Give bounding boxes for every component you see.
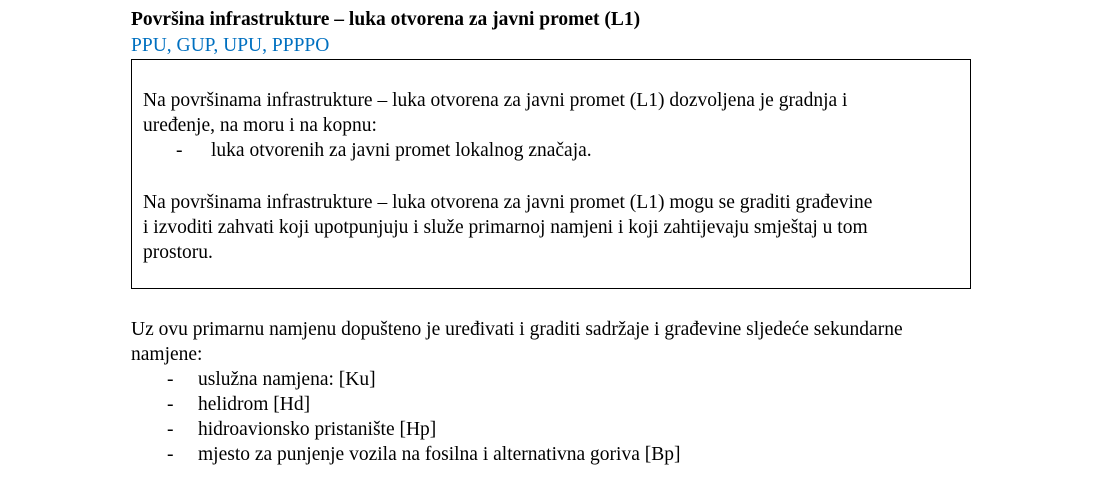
paragraph-line: i izvoditi zahvati koji upotpunjuju i služe primarnoj namjeni i koji zahtijevaju smještaj u tom — [143, 217, 868, 238]
section-title: Površina infrastrukture – luka otvorena za javni promet (L1) — [131, 9, 641, 30]
paragraph-line: Uz ovu primarnu namjenu dopušteno je uređivati i graditi sadržaje i građevine sljedeće sekundarne — [131, 319, 903, 340]
list-item: uslužna namjena: [Ku] — [198, 369, 376, 390]
list-item: luka otvorenih za javni promet lokalnog značaja. — [211, 140, 592, 161]
provision-box — [131, 59, 971, 289]
paragraph-line: uređenje, na moru i na kopnu: — [143, 115, 377, 136]
paragraph-line: Na površinama infrastrukture – luka otvorena za javni promet (L1) mogu se graditi građevine — [143, 192, 873, 213]
plan-types: PPU, GUP, UPU, PPPPO — [131, 35, 330, 56]
list-item: hidroavionsko pristanište [Hp] — [198, 419, 437, 440]
list-item: helidrom [Hd] — [198, 394, 311, 415]
paragraph-line: Na površinama infrastrukture – luka otvorena za javni promet (L1) dozvoljena je gradnja i — [143, 90, 848, 111]
bullet-dash: - — [167, 369, 174, 390]
bullet-dash: - — [167, 394, 174, 415]
bullet-dash: - — [167, 419, 174, 440]
list-item: mjesto za punjenje vozila na fosilna i alternativna goriva [Bp] — [198, 444, 681, 465]
bullet-dash: - — [176, 140, 183, 161]
bullet-dash: - — [167, 444, 174, 465]
paragraph-line: prostoru. — [143, 242, 213, 263]
paragraph-line: namjene: — [131, 344, 203, 365]
